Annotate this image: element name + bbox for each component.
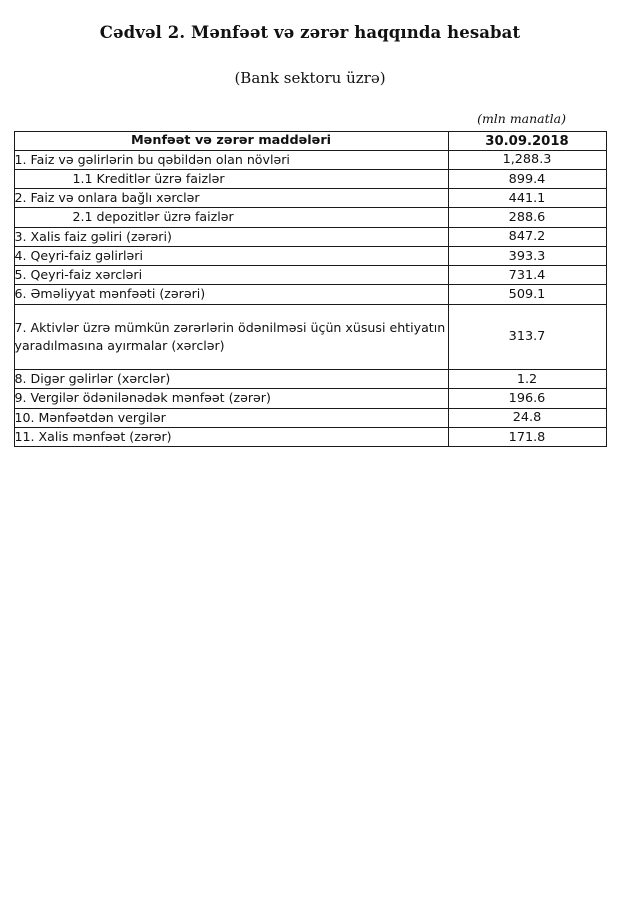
table-row <box>14 408 606 427</box>
units-note: (mln manatla) <box>477 111 566 127</box>
table-row <box>14 169 606 188</box>
table-header-row <box>14 132 606 150</box>
row-value: 847.2 <box>448 227 606 246</box>
column-header-item: Mənfəət və zərər maddələri <box>14 132 448 150</box>
table-row <box>14 266 606 285</box>
row-value: 1.2 <box>448 370 606 389</box>
row-label: 2.1 depozitlər üzrə faizlər <box>14 208 448 227</box>
row-value: 313.7 <box>448 304 606 370</box>
document-page <box>0 22 620 900</box>
table-row <box>14 246 606 265</box>
row-label: 5. Qeyri-faiz xərcləri <box>14 266 448 285</box>
row-value: 393.3 <box>448 246 606 265</box>
row-value: 171.8 <box>448 427 606 446</box>
row-label: 1. Faiz və gəlirlərin bu qəbildən olan növləri <box>14 150 448 169</box>
column-header-value: 30.09.2018 <box>448 132 606 150</box>
page-title: Cədvəl 2. Mənfəət və zərər haqqında hesabat <box>99 23 521 42</box>
row-value: 509.1 <box>448 285 606 304</box>
page-subtitle: (Bank sektoru üzrə) <box>234 69 386 88</box>
table-row <box>14 189 606 208</box>
profit-loss-table <box>14 131 607 447</box>
row-value: 731.4 <box>448 266 606 285</box>
table-row <box>14 285 606 304</box>
table-body <box>14 150 606 447</box>
row-label: 6. Əməliyyat mənfəəti (zərəri) <box>14 285 448 304</box>
table-row <box>14 208 606 227</box>
row-label: 11. Xalis mənfəət (zərər) <box>14 427 448 446</box>
table-row <box>14 370 606 389</box>
row-label: 9. Vergilər ödənilənədək mənfəət (zərər) <box>14 389 448 408</box>
row-value: 288.6 <box>448 208 606 227</box>
table-row <box>14 304 606 370</box>
table-row <box>14 150 606 169</box>
row-value: 899.4 <box>448 169 606 188</box>
table-row <box>14 389 606 408</box>
row-label: 2. Faiz və onlara bağlı xərclər <box>14 189 448 208</box>
row-label: 7. Aktivlər üzrə mümkün zərərlərin ödənilməsi üçün xüsusi ehtiyatın yaradılmasına ayırmalar (xərclər) <box>14 304 448 370</box>
row-value: 196.6 <box>448 389 606 408</box>
table-row <box>14 227 606 246</box>
row-value: 441.1 <box>448 189 606 208</box>
row-label: 8. Digər gəlirlər (xərclər) <box>14 370 448 389</box>
row-value: 1,288.3 <box>448 150 606 169</box>
table-row <box>14 427 606 446</box>
row-label: 3. Xalis faiz gəliri (zərəri) <box>14 227 448 246</box>
row-value: 24.8 <box>448 408 606 427</box>
row-label: 4. Qeyri-faiz gəlirləri <box>14 246 448 265</box>
row-label: 1.1 Kreditlər üzrə faizlər <box>14 169 448 188</box>
row-label: 10. Mənfəətdən vergilər <box>14 408 448 427</box>
